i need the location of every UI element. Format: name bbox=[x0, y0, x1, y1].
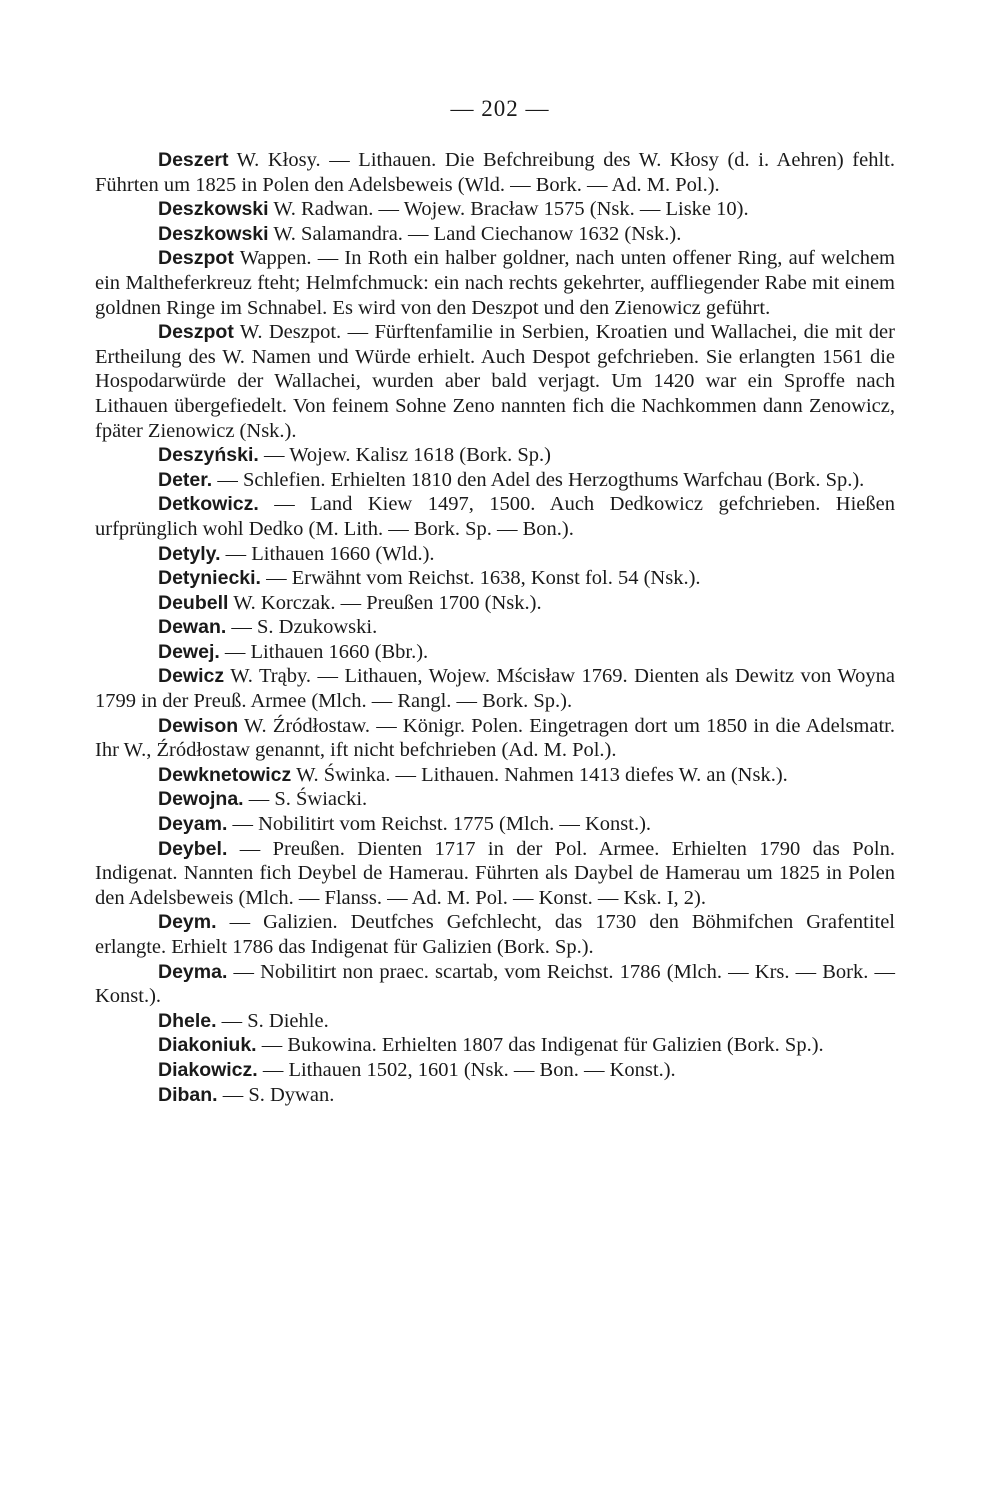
entry-headword: Deyam. bbox=[158, 813, 228, 836]
entry-headword: Deym. bbox=[158, 911, 217, 934]
entry-headword: Deybel. bbox=[158, 837, 228, 860]
entry-headword: Dewan. bbox=[158, 616, 227, 639]
entry-text: — Nobilitirt vom Reichst. 1775 (Mlch. — Konst.). bbox=[232, 813, 652, 836]
entry-headword: Dhele. bbox=[158, 1009, 217, 1032]
entry-headword: Diakowicz. bbox=[158, 1058, 258, 1081]
entry-text: — Schlefien. Erhielten 1810 den Adel des Herzogthums Warfchau (Bork. Sp.). bbox=[217, 468, 865, 491]
entry-text: — Erwähnt vom Reichst. 1638, Konst fol. 54 (Nsk.). bbox=[266, 567, 701, 590]
entry-headword: Deyma. bbox=[158, 960, 228, 983]
dictionary-entry bbox=[95, 787, 895, 812]
entry-headword: Diban. bbox=[158, 1083, 218, 1106]
entry-headword: Deszyński. bbox=[158, 444, 259, 467]
dictionary-entry bbox=[95, 1009, 895, 1034]
entry-headword: Dewicz bbox=[158, 665, 225, 688]
entry-headword: Deszkowski bbox=[158, 198, 269, 221]
entry-text: — Lithauen 1660 (Bbr.). bbox=[224, 640, 429, 663]
entry-headword: Detkowicz. bbox=[158, 493, 259, 516]
dictionary-entry bbox=[95, 812, 895, 837]
dictionary-entry bbox=[95, 492, 895, 541]
dictionary-entry bbox=[95, 1033, 895, 1058]
dictionary-entry bbox=[95, 714, 895, 763]
entry-headword: Diakoniuk. bbox=[158, 1034, 257, 1057]
entry-headword: Deszert bbox=[158, 149, 229, 171]
entry-headword: Deter. bbox=[158, 468, 213, 491]
entry-headword: Dewknetowicz bbox=[158, 763, 292, 786]
entry-text: — S. Dzukowski. bbox=[231, 616, 378, 639]
entry-text: — S. Diehle. bbox=[221, 1009, 329, 1032]
entry-text: — S. Świacki. bbox=[248, 788, 368, 811]
entry-text: W. Korczak. — Preußen 1700 (Nsk.). bbox=[233, 591, 542, 614]
dictionary-entry bbox=[95, 542, 895, 567]
entry-text: W. Świnka. — Lithauen. Nahmen 1413 diefes W. an (Nsk.). bbox=[296, 763, 788, 786]
entry-text: W. Źródłostaw. — Königr. Polen. Eingetragen dort um 1850 in die Adelsmatr. Ihr W., Źródłostaw genannt, ift nicht befchrieben (Ad. M. Pol.). bbox=[95, 714, 895, 762]
entry-text: — Preußen. Dienten 1717 in der Pol. Armee. Erhielten 1790 das Poln. Indigenat. Nannten fich Deybel de Hamerau. Führten als Daybel de Hamerau um 1825 in Polen den Adelsbeweis (Mlch. — Flanss. — Ad. M. Pol. — Konst. — Ksk. I, 2). bbox=[95, 837, 895, 909]
dictionary-entry bbox=[95, 664, 895, 713]
dictionary-entry bbox=[95, 222, 895, 247]
entry-text: W. Trąby. — Lithauen, Wojew. Mścisław 1769. Dienten als Dewitz von Woyna 1799 in der Preuß. Armee (Mlch. — Rangl. — Bork. Sp.). bbox=[95, 665, 895, 713]
dictionary-entry bbox=[95, 615, 895, 640]
dictionary-entry bbox=[95, 837, 895, 911]
entry-text: — Lithauen 1660 (Wld.). bbox=[225, 542, 435, 565]
entry-text: — Lithauen 1502, 1601 (Nsk. — Bon. — Konst.). bbox=[262, 1058, 676, 1081]
entry-text: — Bukowina. Erhielten 1807 das Indigenat für Galizien (Bork. Sp.). bbox=[261, 1034, 824, 1057]
dictionary-entry bbox=[95, 443, 895, 468]
entry-text: Wappen. — In Roth ein halber goldner, nach unten offener Ring, auf welchem ein Maltheferkreuz fteht; Helmfchmuck: ein nach rechts gekehrter, auffliegender Rabe mit einem goldnen Ringe im Schnabel. Es wird von den Deszpot und den Zienowicz geführt. bbox=[95, 247, 895, 319]
dictionary-entry bbox=[95, 197, 895, 222]
dictionary-entry bbox=[95, 960, 895, 1009]
entry-text: — Nobilitirt non praec. scartab, vom Reichst. 1786 (Mlch. — Krs. — Bork. — Konst.). bbox=[95, 960, 895, 1008]
entry-headword: Deszpot bbox=[158, 247, 234, 270]
entry-text: — S. Dywan. bbox=[222, 1083, 335, 1106]
dictionary-entry bbox=[95, 320, 895, 443]
dictionary-entry bbox=[95, 640, 895, 665]
entry-text: W. Kłosy. — Lithauen. Die Befchreibung des W. Kłosy (d. i. Aehren) fehlt. Führten um 1825 in Polen den Adelsbeweis (Wld. — Bork. — Ad. M. Pol.). bbox=[95, 149, 895, 196]
dictionary-entry bbox=[95, 910, 895, 959]
entry-headword: Dewej. bbox=[158, 640, 220, 663]
dictionary-entry bbox=[95, 468, 895, 493]
dictionary-entry bbox=[95, 1058, 895, 1083]
page-number: — 202 — bbox=[450, 96, 550, 121]
entry-headword: Detyniecki. bbox=[158, 567, 261, 590]
dictionary-entry bbox=[95, 566, 895, 591]
entry-headword: Deszpot bbox=[158, 321, 234, 344]
entry-list bbox=[95, 148, 895, 1107]
entry-headword: Dewison bbox=[158, 714, 239, 737]
entry-text: — Wojew. Kalisz 1618 (Bork. Sp.) bbox=[263, 444, 551, 467]
dictionary-entry bbox=[95, 591, 895, 616]
entry-text: W. Radwan. — Wojew. Bracław 1575 (Nsk. — Liske 10). bbox=[273, 198, 749, 221]
entry-headword: Deubell bbox=[158, 591, 229, 614]
entry-headword: Dewojna. bbox=[158, 788, 244, 811]
dictionary-entry bbox=[95, 1083, 895, 1108]
dictionary-entry bbox=[95, 763, 895, 788]
entry-headword: Detyly. bbox=[158, 542, 221, 565]
entry-headword: Deszkowski bbox=[158, 222, 269, 245]
entry-text: W. Deszpot. — Fürftenfamilie in Serbien, Kroatien und Wallachei, die mit der Ertheilung des W. Namen und Würde erhielt. Auch Despot gefchrieben. Sie erlangten 1561 die Hospodarwürde der Wallachei, wurden aber bald verjagt. Um 1420 war ein Sproffe nach Lithauen übergefiedelt. Von feinem Sohne Zeno nannten fich die Nachkommen dann Zenowicz, fpäter Zienowicz (Nsk.). bbox=[95, 321, 895, 442]
dictionary-entry bbox=[95, 246, 895, 320]
entry-text: — Land Kiew 1497, 1500. Auch Dedkowicz gefchrieben. Hießen urfprünglich wohl Dedko (M. Lith. — Bork. Sp. — Bon.). bbox=[95, 493, 896, 540]
dictionary-entry bbox=[95, 148, 895, 197]
entry-text: — Galizien. Deutfches Gefchlecht, das 1730 den Böhmifchen Grafentitel erlangte. Erhielt 1786 das Indigenat für Galizien (Bork. Sp.). bbox=[95, 911, 896, 958]
entry-text: W. Salamandra. — Land Ciechanow 1632 (Nsk.). bbox=[273, 222, 682, 245]
